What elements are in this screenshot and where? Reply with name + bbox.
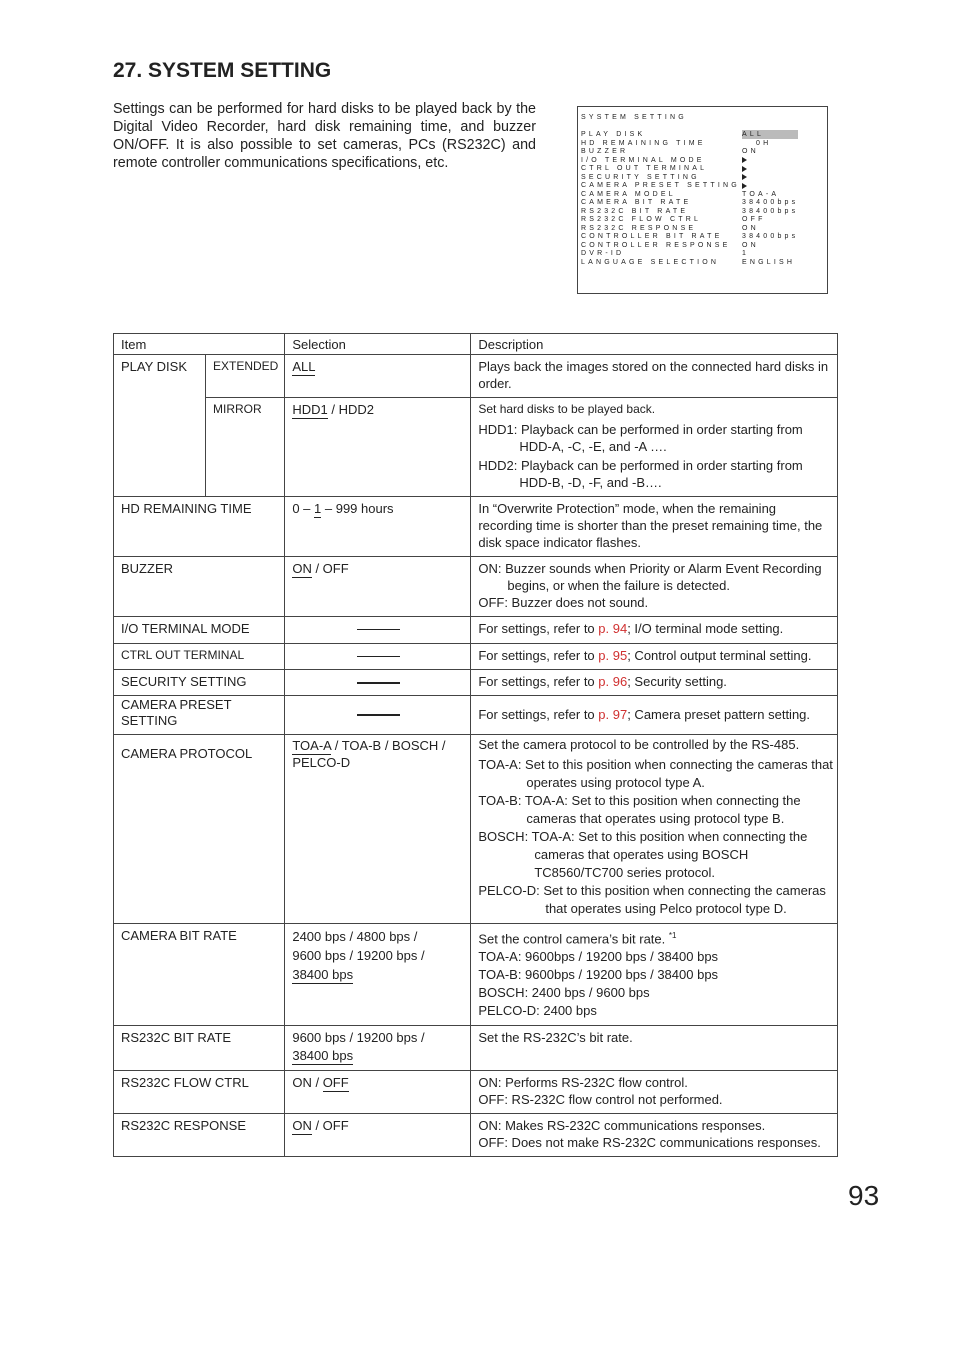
desc-buzzer: ON: Buzzer sounds when Priority or Alarm Event Recording begins, or when the failure is detected. OFF: Buzzer does not sound. xyxy=(471,557,838,617)
desc-extended: Plays back the images stored on the connected hard disks in order. xyxy=(471,355,838,398)
selection-rs232c-flow: ON / OFF xyxy=(285,1071,471,1114)
osd-submenu-arrow-icon xyxy=(742,157,747,163)
table-row xyxy=(114,398,838,497)
selection-camera-bit-rate: 2400 bps / 4800 bps / 9600 bps / 19200 bps / 38400 bps xyxy=(285,924,471,1026)
section-title: 27. SYSTEM SETTING xyxy=(113,59,332,82)
osd-row-value: ALL xyxy=(742,130,798,139)
table-row xyxy=(114,924,838,1026)
osd-submenu-arrow-icon xyxy=(742,183,747,189)
table-row xyxy=(114,1071,838,1114)
desc-camera-preset: For settings, refer to p. 97; Camera preset pattern setting. xyxy=(471,696,838,735)
item-mirror: MIRROR xyxy=(206,398,285,497)
table-row xyxy=(114,670,838,696)
intro-paragraph: Settings can be performed for hard disks to be played back by the Digital Video Recorder, hard disk remaining time, and buzzer ON/OFF. It is also possible to set cameras, PCs (RS232C) and remote controller communications specifications, etc. xyxy=(113,101,536,171)
selection-mirror: HDD1 / HDD2 xyxy=(285,398,471,497)
desc-hd-remaining: In “Overwrite Protection” mode, when the remaining recording time is shorter than the preset remaining time, the disk space indicator flashes. xyxy=(471,497,838,557)
osd-row-value: 38400bps xyxy=(742,207,799,215)
osd-row-value: 38400bps xyxy=(742,233,799,240)
item-camera-bit-rate: CAMERA BIT RATE xyxy=(114,924,285,1026)
item-camera-protocol: CAMERA PROTOCOL xyxy=(114,735,285,924)
dash-line xyxy=(357,656,400,657)
item-hd-remaining: HD REMAINING TIME xyxy=(114,497,285,557)
osd-submenu-arrow-icon xyxy=(742,174,747,180)
osd-menu-screen xyxy=(577,106,828,294)
dash-line xyxy=(357,682,400,684)
osd-row-label: CONTROLLER BIT RATE xyxy=(581,233,723,240)
osd-row-label: CAMERA MODEL xyxy=(581,190,676,198)
osd-row-value: ENGLISH xyxy=(742,258,796,266)
selection-buzzer: ON / OFF xyxy=(285,557,471,617)
osd-title: SYSTEM SETTING xyxy=(581,114,687,121)
desc-rs232c-response: ON: Makes RS-232C communications responses. OFF: Does not make RS-232C communications responses. xyxy=(471,1114,838,1157)
header-item: Item xyxy=(114,334,285,355)
osd-row-label: HD REMAINING TIME xyxy=(581,139,706,147)
desc-mirror: Set hard disks to be played back. HDD1: Playback can be performed in order starting from HDD-A, -C, -E, and -A …. HDD2: Playback can be performed in order starting from HDD-B, -D, -F, and -B…. xyxy=(471,398,838,497)
desc-rs232c-flow: ON: Performs RS-232C flow control. OFF: RS-232C flow control not performed. xyxy=(471,1071,838,1114)
page-ref-link[interactable]: p. 94 xyxy=(598,621,628,636)
desc-camera-bit-rate: Set the control camera’s bit rate. $^{*1}$ TOA-A: 9600bps / 19200 bps / 38400 bps TOA-B: 9600bps / 19200 bps / 38400 bps BOSCH: 2400 bps / 9600 bps PELCO-D: 2400 bps xyxy=(471,924,838,1026)
footnote-mark: *1 xyxy=(668,931,677,940)
header-selection: Selection xyxy=(285,334,471,355)
osd-row-value: 0H xyxy=(756,139,772,147)
osd-submenu-arrow-icon xyxy=(742,166,747,172)
osd-row-label: DVR-ID xyxy=(581,250,625,257)
table-row xyxy=(114,355,838,398)
desc-rs232c-bit-rate: Set the RS-232C’s bit rate. xyxy=(471,1026,838,1071)
osd-row-label: PLAY DISK xyxy=(581,131,646,138)
osd-menu-row xyxy=(581,258,827,267)
osd-row-label: BUZZER xyxy=(581,148,629,155)
osd-row-label: CAMERA BIT RATE xyxy=(581,199,692,206)
table-row xyxy=(114,644,838,670)
table-row xyxy=(114,497,838,557)
selection-camera-protocol: TOA-A / TOA-B / BOSCH / PELCO-D xyxy=(285,735,471,924)
page-ref-link[interactable]: p. 97 xyxy=(598,706,628,722)
osd-row-label: SECURITY SETTING xyxy=(581,173,700,181)
selection-rs232c-response: ON / OFF xyxy=(285,1114,471,1157)
item-io-terminal: I/O TERMINAL MODE xyxy=(114,617,285,644)
osd-row-value: TOA-A xyxy=(742,190,780,198)
osd-row-label: I/O TERMINAL MODE xyxy=(581,156,705,164)
header-description: Description xyxy=(471,334,838,355)
page-ref-link[interactable]: p. 95 xyxy=(598,648,628,663)
osd-row-label: RS232C FLOW CTRL xyxy=(581,216,702,223)
osd-row-value: ON xyxy=(742,224,759,232)
osd-row-label: RS232C RESPONSE xyxy=(581,224,697,232)
desc-ctrl-out: For settings, refer to p. 95; Control output terminal setting. xyxy=(471,644,838,670)
osd-row-label: CTRL OUT TERMINAL xyxy=(581,165,708,172)
table-row xyxy=(114,1026,838,1071)
dash-line xyxy=(357,629,400,630)
osd-row-label: CONTROLLER RESPONSE xyxy=(581,241,731,249)
table-row xyxy=(114,617,838,644)
page-ref-link[interactable]: p. 96 xyxy=(598,674,628,689)
table-row xyxy=(114,696,838,735)
item-rs232c-flow: RS232C FLOW CTRL xyxy=(114,1071,285,1114)
page-number: 93 xyxy=(848,1180,880,1211)
desc-io-terminal: For settings, refer to p. 94; I/O terminal mode setting. xyxy=(471,617,838,644)
selection-all: ALL xyxy=(292,359,316,374)
table-header-row xyxy=(114,334,838,355)
table-row xyxy=(114,735,838,924)
selection-hd-remaining: 0 – 1 – 999 hours xyxy=(285,497,471,557)
item-rs232c-bit-rate: RS232C BIT RATE xyxy=(114,1026,285,1071)
item-play-disk: PLAY DISK xyxy=(114,355,206,497)
osd-row-value: ON xyxy=(742,241,759,249)
desc-security: For settings, refer to p. 96; Security setting. xyxy=(471,670,838,696)
item-ctrl-out: CTRL OUT TERMINAL xyxy=(114,644,285,670)
osd-row-value: 1 xyxy=(742,250,750,257)
table-row xyxy=(114,1114,838,1157)
dash-line xyxy=(357,714,400,716)
item-security: SECURITY SETTING xyxy=(114,670,285,696)
item-buzzer: BUZZER xyxy=(114,557,285,617)
osd-row-value: ON xyxy=(742,148,759,155)
settings-table xyxy=(113,333,838,1157)
osd-row-label: RS232C BIT RATE xyxy=(581,207,689,215)
osd-row-value: OFF xyxy=(742,216,766,223)
desc-camera-protocol: Set the camera protocol to be controlled by the RS-485. TOA-A: Set to this position when connecting the cameras that operates using protocol type A. TOA-B: TOA-A: Set to this position when connecting the cameras that operates using protocol type B. BOSCH: TOA-A: Set to this position when connecting the cameras that operates using BOSCH TC8560/TC700 series protocol. PELCO-D: Set to this position when connecting the cameras that operates using Pelco protocol type D. xyxy=(471,735,838,924)
osd-row-value: 38400bps xyxy=(742,199,799,206)
osd-row-label: LANGUAGE SELECTION xyxy=(581,258,720,266)
item-rs232c-response: RS232C RESPONSE xyxy=(114,1114,285,1157)
selection-rs232c-bit-rate: 9600 bps / 19200 bps / 38400 bps xyxy=(285,1026,471,1071)
item-camera-preset: CAMERA PRESET SETTING xyxy=(114,696,285,735)
table-row xyxy=(114,557,838,617)
item-extended: EXTENDED xyxy=(206,355,285,398)
osd-row-label: CAMERA PRESET SETTING xyxy=(581,182,740,189)
